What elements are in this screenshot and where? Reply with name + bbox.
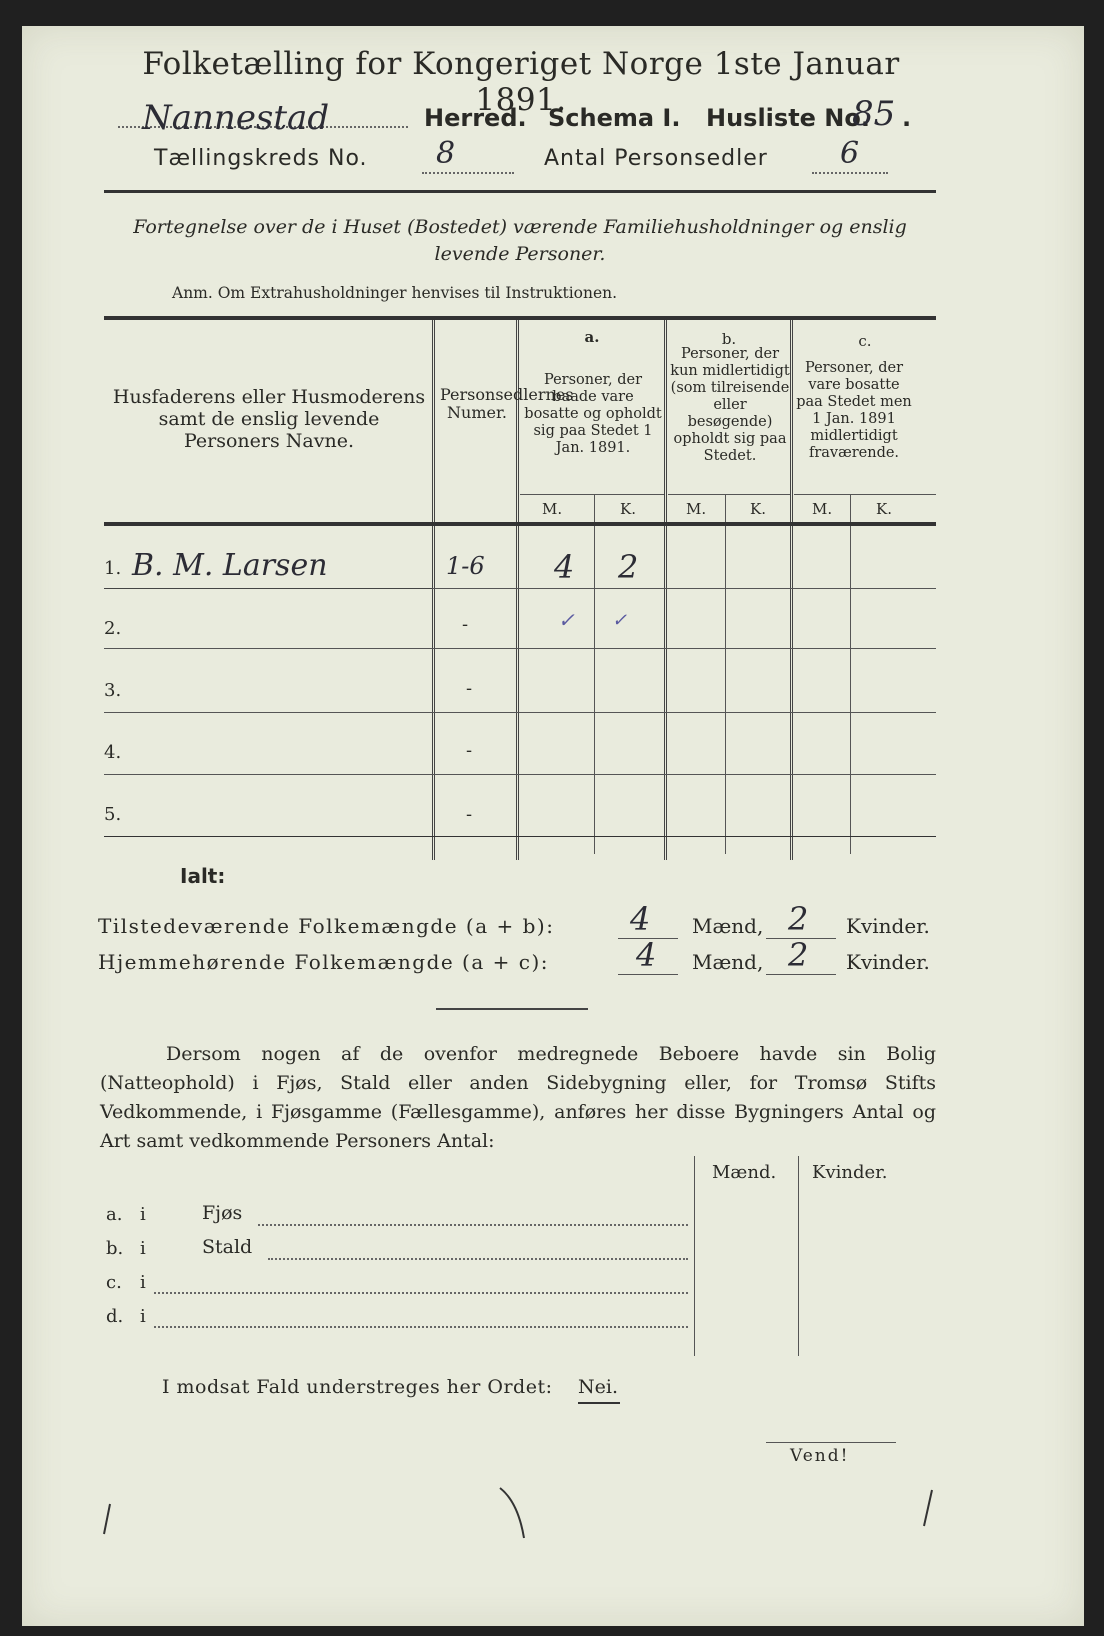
kreds-label: Tællingskreds No. xyxy=(154,146,368,171)
vend-text: Vend! xyxy=(790,1446,850,1466)
herred-label: Herred. xyxy=(424,104,527,132)
row-number: 3. xyxy=(104,680,122,701)
husliste-number: 85 xyxy=(852,94,896,134)
antal-number: 6 xyxy=(840,136,860,171)
group-b-letter: b. xyxy=(721,330,737,348)
bolig-row-prep: i xyxy=(140,1306,146,1327)
bolig-row-letter: b. xyxy=(106,1238,124,1259)
kreds-number: 8 xyxy=(436,136,456,171)
schema-label: Schema I. xyxy=(548,104,681,132)
edge-mark-right xyxy=(924,1490,932,1526)
bolig-text: Dersom nogen af de ovenfor medregnede Beboere havde sin Bolig (Natteophold) i Fjøs, Stald eller anden Sidebygning eller, for Tromsø Stifts Vedkommende, i Fjøsgamme (Fællesgamme), anføres her disse Bygningers Antal og Art samt vedkommende Personers Antal: xyxy=(100,1043,936,1152)
edge-mark-center xyxy=(500,1488,524,1538)
bolig-col-maend: Mænd. xyxy=(712,1162,777,1183)
bolig-row-prep: i xyxy=(140,1238,146,1259)
hjemme-kvinder-label: Kvinder. xyxy=(846,950,930,974)
bolig-row-label: Fjøs xyxy=(202,1202,243,1224)
edge-mark-left xyxy=(104,1504,110,1534)
row-number: 4. xyxy=(104,742,122,763)
group-c-text: Personer, der vare bosatte paa Stedet men 1 Jan. 1891 midlertidigt fraværende. xyxy=(796,360,912,461)
antal-label: Antal Personsedler xyxy=(544,146,768,171)
row-number: 1. xyxy=(104,558,122,579)
husliste-label: Husliste No. xyxy=(706,104,870,132)
c-k-label: K. xyxy=(876,500,892,518)
personsedler-numer: - xyxy=(466,740,473,761)
hjemme-maend-label: Mænd, xyxy=(692,950,764,974)
row-number: 2. xyxy=(104,618,122,639)
nei-word: Nei. xyxy=(578,1376,618,1398)
bolig-row-label: Stald xyxy=(202,1236,253,1258)
bolig-col-kvinder: Kvinder. xyxy=(812,1162,888,1183)
census-form-page xyxy=(22,26,1084,1626)
b-m-label: M. xyxy=(686,500,707,518)
bolig-row-prep: i xyxy=(140,1272,146,1293)
intro-note: Anm. Om Extrahusholdninger henvises til Instruktionen. xyxy=(172,284,618,302)
personsedler-numer: 1-6 xyxy=(446,552,485,580)
col-header-name: Husfaderens eller Husmoderens samt de enslig levende Personers Navne. xyxy=(112,386,426,452)
hjemme-men: 4 xyxy=(636,936,657,974)
a-women-check: ✓ xyxy=(612,610,628,631)
bolig-row-letter: a. xyxy=(106,1204,123,1225)
personsedler-numer: - xyxy=(466,804,473,825)
tilstede-kvinder-label: Kvinder. xyxy=(846,914,930,938)
paper-marks xyxy=(22,26,1084,1626)
group-a-text: Personer, der baade vare bosatte og opholdt sig paa Stedet 1 Jan. 1891. xyxy=(524,372,662,456)
bolig-row-prep: i xyxy=(140,1204,146,1225)
a-m-label: M. xyxy=(542,500,563,518)
hjemme-label: Hjemmehørende Folkemængde (a + c): xyxy=(98,950,549,974)
form-title: Folketælling for Kongeriget Norge 1ste Januar 1891. xyxy=(142,46,900,118)
husliste-period: . xyxy=(902,104,912,132)
bolig-row-letter: c. xyxy=(106,1272,122,1293)
tilstede-label: Tilstedeværende Folkemængde (a + b): xyxy=(98,914,555,938)
group-a-letter: a. xyxy=(584,328,600,346)
b-k-label: K. xyxy=(750,500,766,518)
c-m-label: M. xyxy=(812,500,833,518)
a-men-check: ✓ xyxy=(558,608,575,632)
modsat-text: I modsat Fald understreges her Ordet: xyxy=(162,1376,553,1398)
a-men-count: 4 xyxy=(554,548,575,586)
col-header-numer: Personsedlernes Numer. xyxy=(440,385,574,422)
intro-text: Fortegnelse over de i Huset (Bostedet) værende Familiehusholdninger og enslig levende Personer. xyxy=(133,216,907,265)
tilstede-maend-label: Mænd, xyxy=(692,914,764,938)
row-number: 5. xyxy=(104,804,122,825)
household-name: B. M. Larsen xyxy=(132,548,328,583)
tilstede-men: 4 xyxy=(630,900,651,938)
ialt-label: Ialt: xyxy=(180,864,226,888)
personsedler-numer: - xyxy=(466,678,473,699)
personsedler-numer: - xyxy=(462,614,469,635)
a-k-label: K. xyxy=(620,500,636,518)
herred-name: Nannestad xyxy=(142,98,330,138)
hjemme-women: 2 xyxy=(788,936,809,974)
a-women-count: 2 xyxy=(618,548,639,586)
tilstede-women: 2 xyxy=(788,900,809,938)
group-b-text: Personer, der kun midlertidigt (som tilreisende eller besøgende) opholdt sig paa Stedet. xyxy=(670,346,790,464)
group-c-letter: c. xyxy=(858,332,872,350)
bolig-row-letter: d. xyxy=(106,1306,124,1327)
